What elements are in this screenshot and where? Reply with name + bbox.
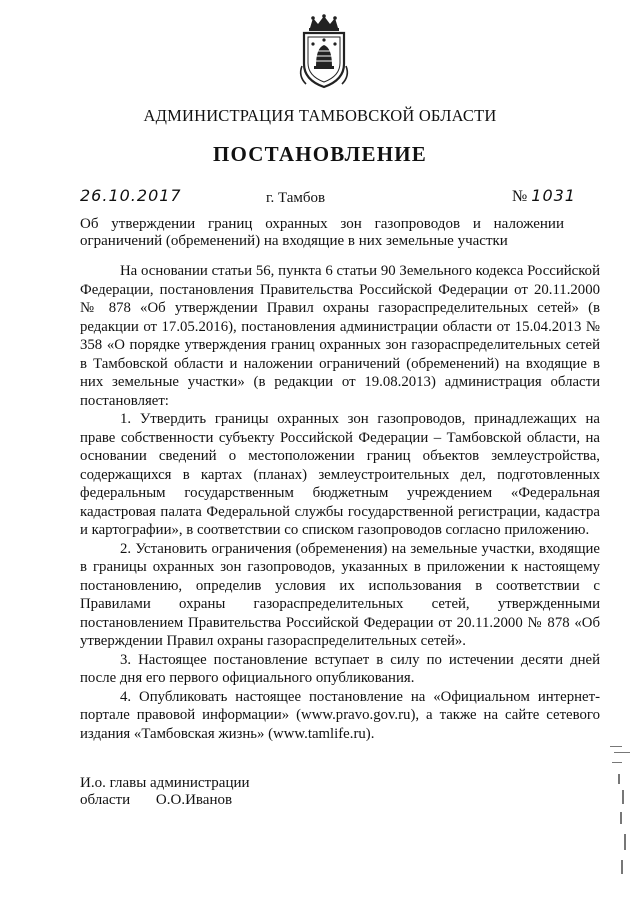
- document-date: 26.10.2017: [80, 186, 182, 205]
- scan-edge-marks: [608, 742, 636, 892]
- document-body: [80, 262, 600, 743]
- signatory-name: О.О.Иванов: [155, 792, 233, 808]
- clause-2-paragraph: 2. Установить ограничения (обременения) на земельные участки, входящие в границы охранных зон газопроводов, указанных в приложении к настоящему постановлению, определив условия их использования в соответствии с Правилами охраны газораспределительных сетей, утвержденными постановлением Правительства Российской Федерации от 20.11.2000 № 878 «Об утверждении Правил охраны газораспределительных сетей».: [80, 540, 600, 649]
- document-type-title: ПОСТАНОВЛЕНИЕ: [212, 142, 428, 166]
- preamble-paragraph: На основании статьи 56, пункта 6 статьи 90 Земельного кодекса Российской Федерации, постановления Правительства Российской Федерации от 20.11.2000 № 878 «Об утверждении Правил охраны газораспределительных сетей» (в редакции от 17.05.2016), постановления администрации области от 15.04.2013 № 358 «О порядке утверждения границ охранных зон газораспределительных сетей в Тамбовской области и наложении ограничений (обременений) на входящие в них земельные участки» (в редакции от 19.08.2013) администрация области постановляет:: [80, 263, 600, 409]
- signatory-title-line-1: И.о. главы администрации: [80, 775, 250, 791]
- coat-of-arms-icon: [296, 14, 352, 90]
- signatory-title-line-2: области: [80, 792, 131, 808]
- clause-4-paragraph: 4. Опубликовать настоящее постановление на «Официальном интернет-портале правовой информации» (www.pravo.gov.ru), а также на сайте сетевого издания «Тамбовская жизнь» (www.tamlife.ru).: [80, 688, 600, 742]
- document-city: г. Тамбов: [266, 190, 326, 206]
- signature-block: [80, 775, 250, 809]
- document-subject: Об утверждении границ охранных зон газопроводов и наложении ограничений (обременений) на входящие в них земельные участки: [80, 216, 564, 249]
- clause-3-paragraph: 3. Настоящее постановление вступает в силу по истечении десяти дней после дня его первого официального опубликования.: [80, 651, 600, 686]
- signatory-row: [80, 792, 250, 809]
- number-value: 1031: [531, 186, 576, 205]
- clause-1-paragraph: 1. Утвердить границы охранных зон газопроводов, принадлежащих на праве собственности субъекту Российской Федерации – Тамбовской области, на основании сведений о местоположении границ объектов землеустройства, содержащихся в картах (планах) землеустроительных дел, подготовленных федеральным государственным бюджетным учреждением «Федеральная кадастровая палата Федеральной службы государственной регистрации, кадастра и картографии», в соответствии со списком газопроводов согласно приложению.: [80, 411, 600, 538]
- number-sign: №: [512, 188, 528, 205]
- document-number: [512, 186, 576, 206]
- organization-name: АДМИНИСТРАЦИЯ ТАМБОВСКОЙ ОБЛАСТИ: [143, 106, 497, 125]
